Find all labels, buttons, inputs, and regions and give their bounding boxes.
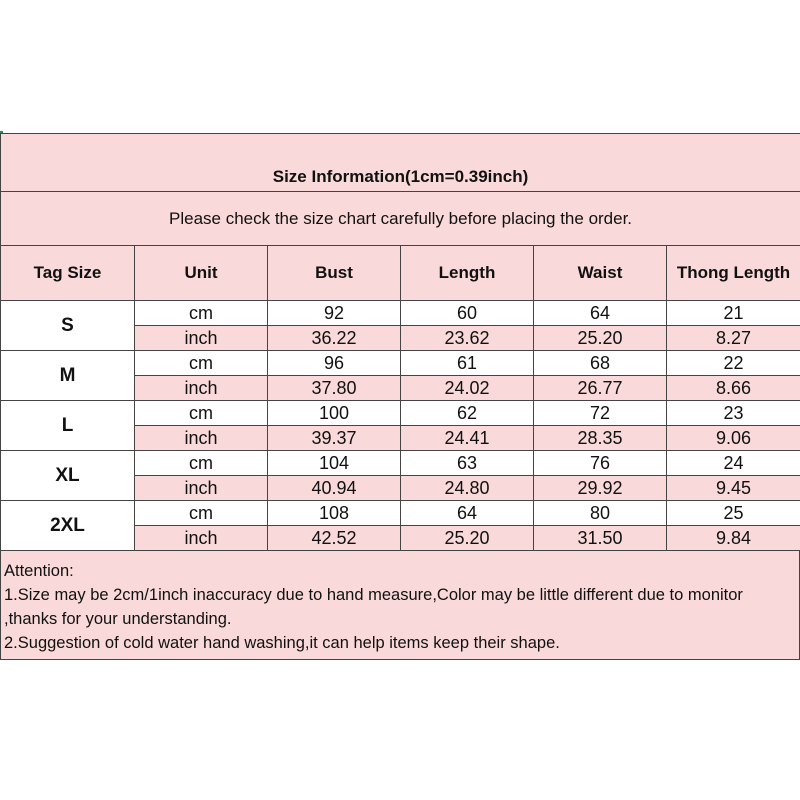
table-row [1,301,800,326]
tag-size-cell: 2XL [1,501,135,551]
order-notice: Please check the size chart carefully before placing the order. [1,192,800,246]
thong-length-cell: 9.84 [667,526,800,551]
col-header-bust: Bust [268,246,401,301]
attention-box [0,551,800,660]
tag-size-cell: M [1,351,135,401]
size-chart [0,133,800,660]
table-row [1,351,800,376]
bust-cell: 108 [268,501,401,526]
unit-cell: inch [135,526,268,551]
col-header-tag-size: Tag Size [1,246,135,301]
waist-cell: 68 [534,351,667,376]
unit-cell: inch [135,376,268,401]
table-row [1,451,800,476]
bust-cell: 96 [268,351,401,376]
tag-size-cell: L [1,401,135,451]
length-cell: 61 [401,351,534,376]
waist-cell: 31.50 [534,526,667,551]
table-row [1,401,800,426]
thong-length-cell: 8.66 [667,376,800,401]
chart-title: Size Information(1cm=0.39inch) [1,134,800,192]
length-cell: 24.80 [401,476,534,501]
col-header-thong-length: Thong Length [667,246,800,301]
waist-cell: 72 [534,401,667,426]
thong-length-cell: 25 [667,501,800,526]
col-header-waist: Waist [534,246,667,301]
bust-cell: 92 [268,301,401,326]
waist-cell: 80 [534,501,667,526]
size-table [0,133,800,551]
length-cell: 64 [401,501,534,526]
attention-line-1: 1.Size may be 2cm/1inch inaccuracy due to hand measure,Color may be little different due to monitor ,thanks for your understanding. [4,586,743,628]
thong-length-cell: 21 [667,301,800,326]
bust-cell: 104 [268,451,401,476]
unit-cell: inch [135,326,268,351]
bust-cell: 39.37 [268,426,401,451]
bust-cell: 37.80 [268,376,401,401]
unit-cell: cm [135,351,268,376]
tag-size-cell: XL [1,451,135,501]
thong-length-cell: 22 [667,351,800,376]
unit-cell: inch [135,476,268,501]
unit-cell: cm [135,401,268,426]
bust-cell: 40.94 [268,476,401,501]
thong-length-cell: 23 [667,401,800,426]
thong-length-cell: 9.06 [667,426,800,451]
thong-length-cell: 24 [667,451,800,476]
bust-cell: 100 [268,401,401,426]
unit-cell: inch [135,426,268,451]
col-header-length: Length [401,246,534,301]
unit-cell: cm [135,451,268,476]
attention-heading: Attention: [4,562,74,580]
unit-cell: cm [135,501,268,526]
header-row [1,246,800,301]
col-header-unit: Unit [135,246,268,301]
length-cell: 63 [401,451,534,476]
tag-size-cell: S [1,301,135,351]
attention-line-2: 2.Suggestion of cold water hand washing,it can help items keep their shape. [4,634,560,652]
waist-cell: 26.77 [534,376,667,401]
table-row [1,501,800,526]
bust-cell: 42.52 [268,526,401,551]
length-cell: 23.62 [401,326,534,351]
waist-cell: 25.20 [534,326,667,351]
length-cell: 62 [401,401,534,426]
waist-cell: 28.35 [534,426,667,451]
unit-cell: cm [135,301,268,326]
waist-cell: 29.92 [534,476,667,501]
thong-length-cell: 9.45 [667,476,800,501]
length-cell: 60 [401,301,534,326]
length-cell: 25.20 [401,526,534,551]
waist-cell: 76 [534,451,667,476]
length-cell: 24.02 [401,376,534,401]
length-cell: 24.41 [401,426,534,451]
waist-cell: 64 [534,301,667,326]
thong-length-cell: 8.27 [667,326,800,351]
bust-cell: 36.22 [268,326,401,351]
